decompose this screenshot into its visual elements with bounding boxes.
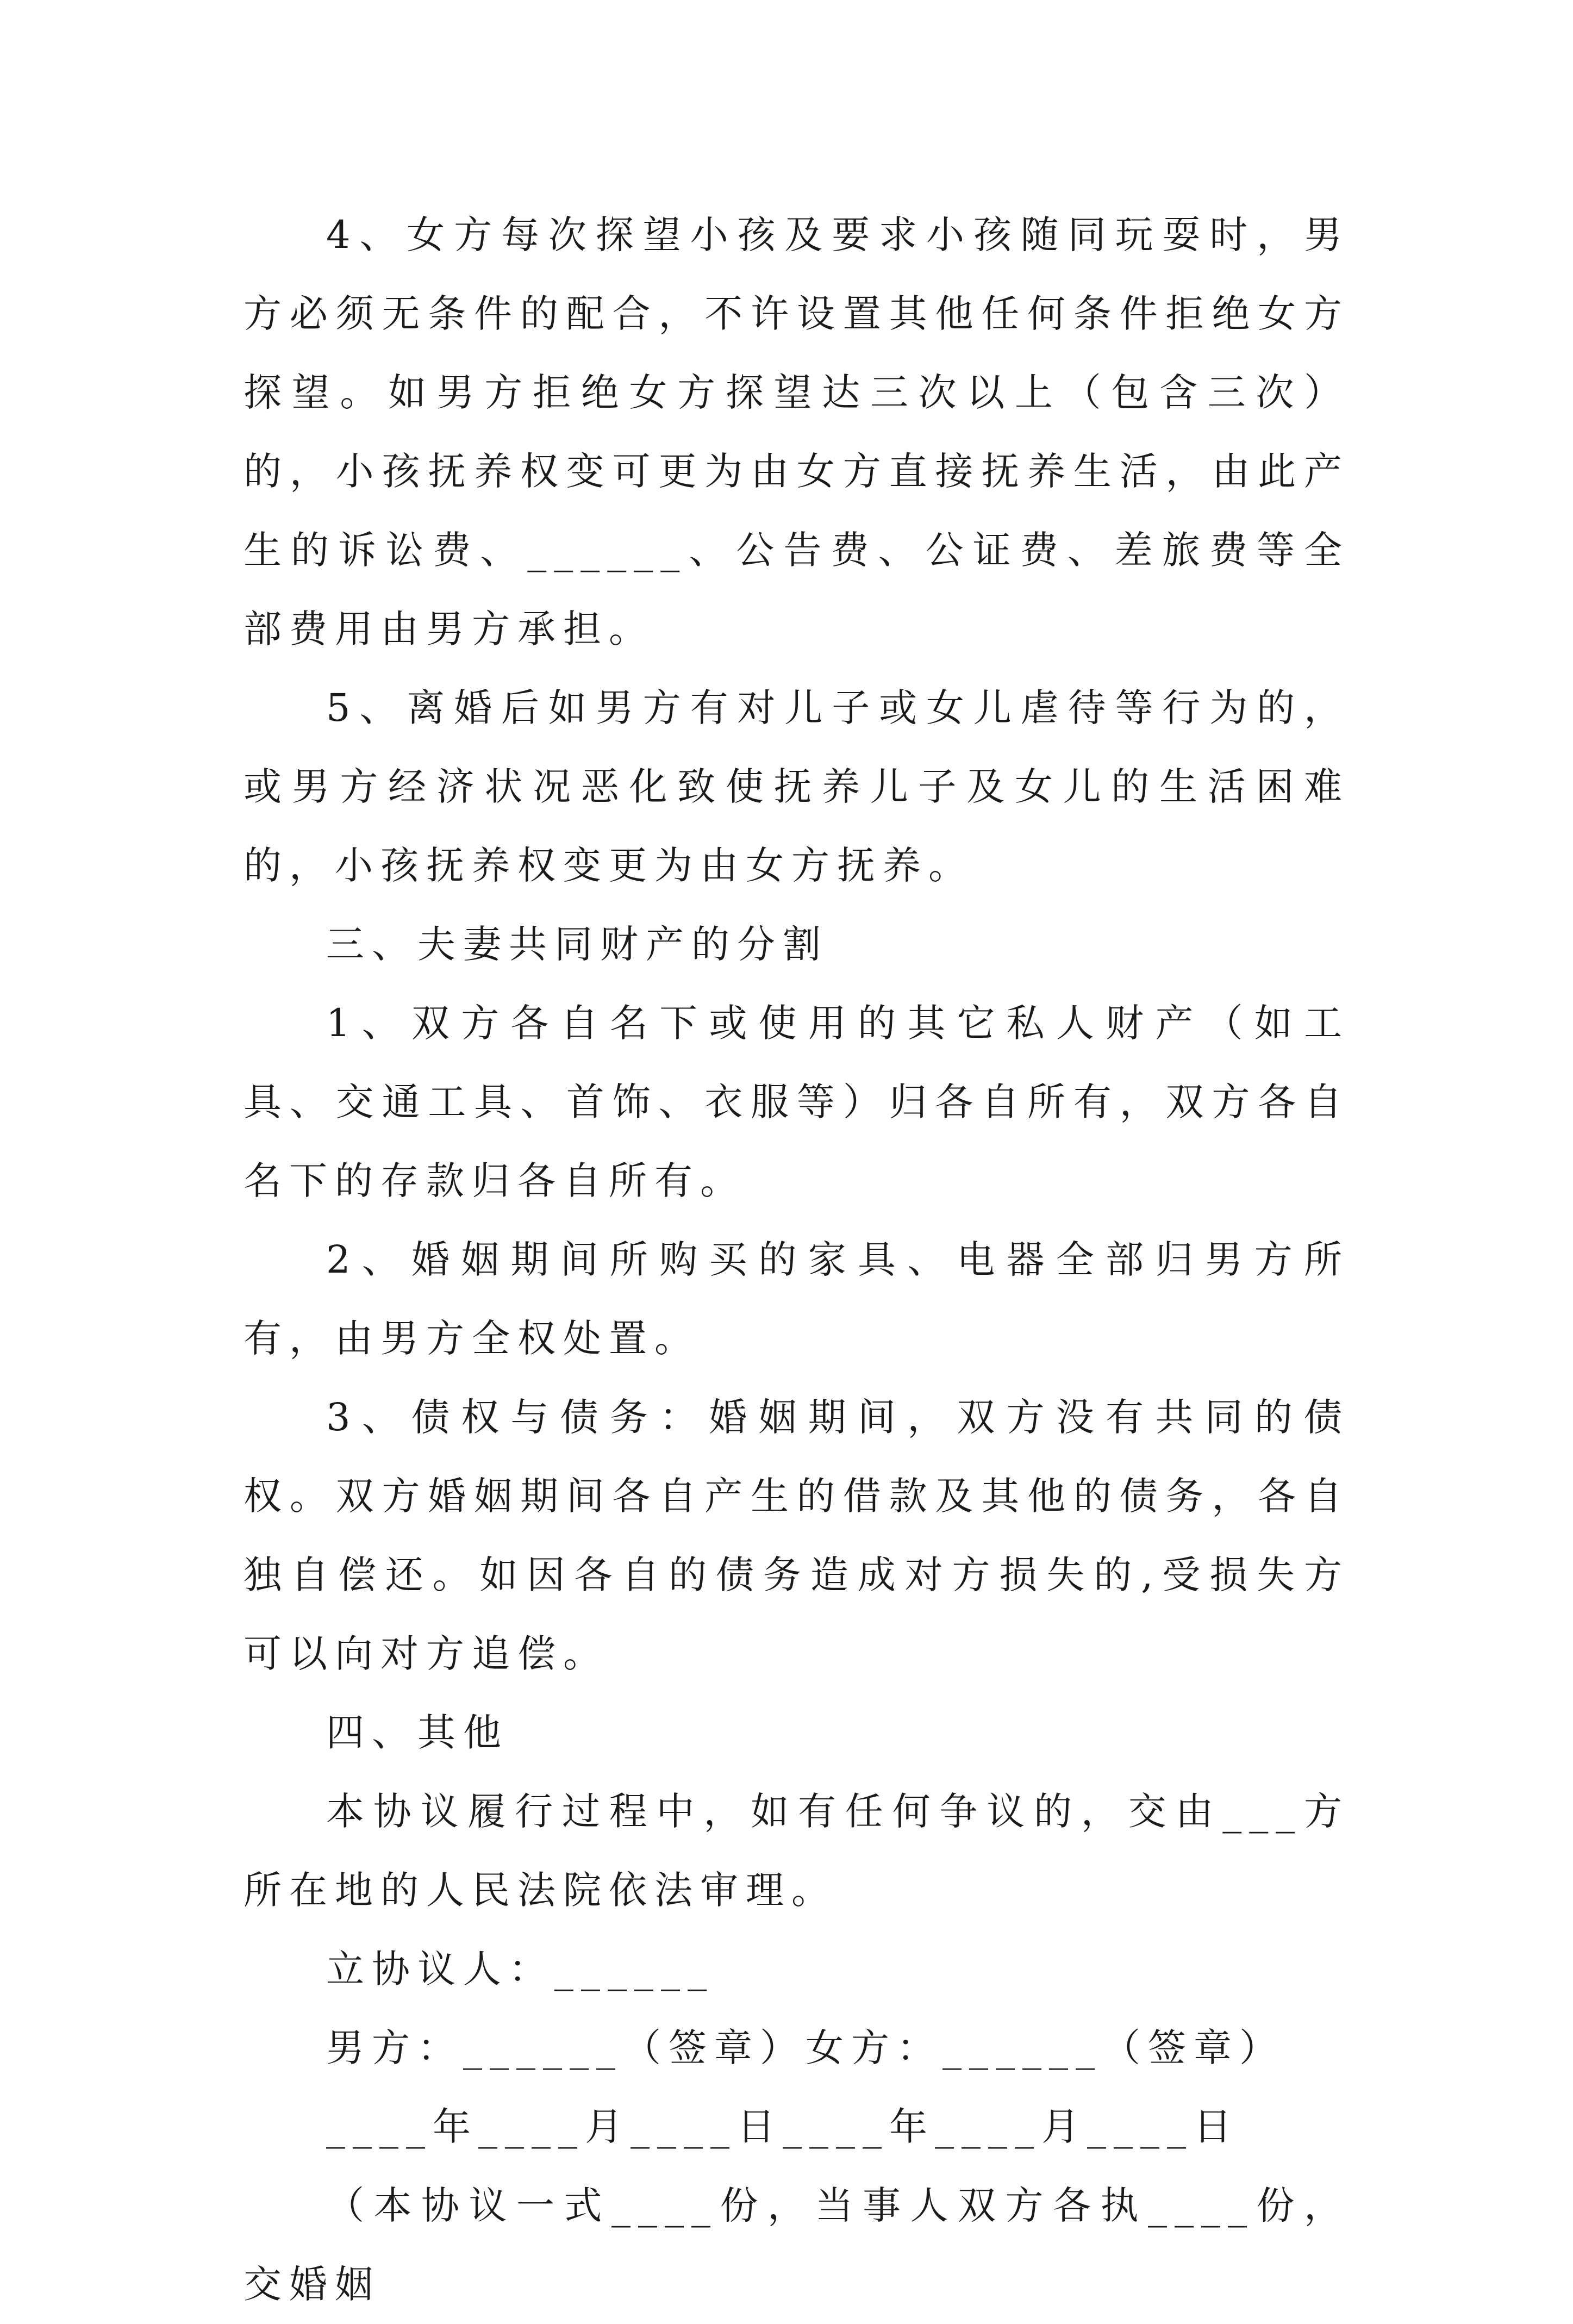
paragraph-private-property: 1、双方各自名下或使用的其它私人财产（如工具、交通工具、首饰、衣服等）归各自所有，双方各自名下的存款归各自所有。 (244, 1001, 1350, 1203)
section-heading-other: 四、其他 (326, 1710, 509, 1755)
signatory-line: 立协议人：______ (326, 1947, 714, 1991)
paragraph-custody-change-clause: 5、离婚后如男方有对儿子或女儿虐待等行为的，或男方经济状况恶化致使抚养儿子及女儿的生活困难的，小孩抚养权变更为由女方抚养。 (244, 686, 1350, 888)
paragraph-furniture-appliances: 2、婚姻期间所购买的家具、电器全部归男方所有，由男方全权处置。 (244, 1237, 1350, 1361)
document-body (244, 196, 1350, 2324)
signature-line: 男方：______（签章）女方：______（签章） (326, 2026, 1285, 2070)
paragraph-dispute: 本协议履行过程中，如有任何争议的，交由___方所在地的人民法院依法审理。 (244, 1789, 1350, 1912)
paragraph-debts: 3、债权与债务：婚姻期间，双方没有共同的债权。双方婚姻期间各自产生的借款及其他的债务，各自独自偿还。如因各自的债务造成对方损失的,受损失方可以向对方追偿。 (244, 1395, 1350, 1676)
copies-note: （本协议一式____份，当事人双方各执____份，交婚姻 (244, 2183, 1350, 2307)
paragraph-visitation-clause: 4、女方每次探望小孩及要求小孩随同玩耍时，男方必须无条件的配合，不许设置其他任何条件拒绝女方探望。如男方拒绝女方探望达三次以上（包含三次）的，小孩抚养权变可更为由女方直接抚养生活，由此产生的诉讼费、______、公告费、公证费、差旅费等全部费用由男方承担。 (244, 213, 1350, 651)
section-heading-property: 三、夫妻共同财产的分割 (326, 922, 828, 967)
date-line: ____年____月____日____年____月____日 (326, 2104, 1239, 2149)
